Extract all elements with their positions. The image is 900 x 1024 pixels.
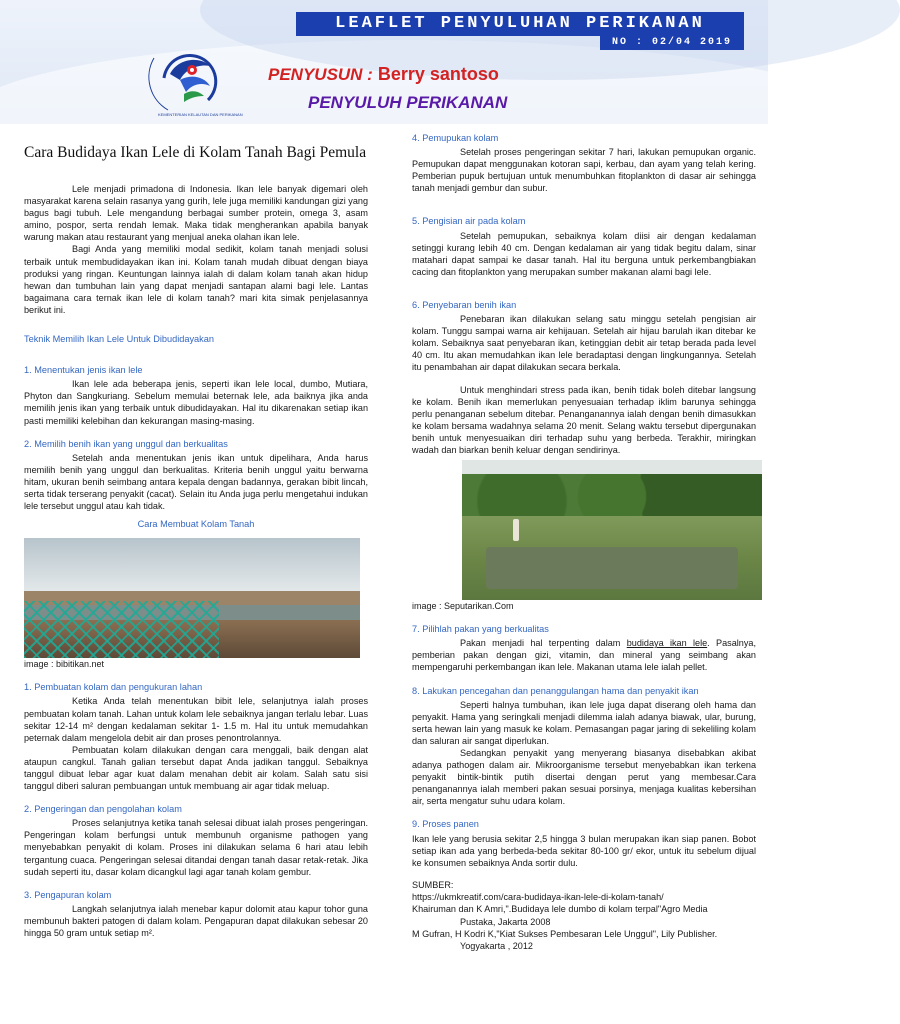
section-heading: 1. Menentukan jenis ikan lele [24, 365, 143, 376]
section-heading: 2. Memilih benih ikan yang unggul dan berkualitas [24, 438, 228, 449]
section-text: Ikan lele ada beberapa jenis, seperti ikan lele local, dumbo, Mutiara, Phyton dan Sangkuriang. Sebelum memulai beternak lele, ada baiknya jika anda memilih jenis ikan yang terbaik untuk dibudidayakan. Hal itu dikarenakan setiap ikan pasti memiliki kelebihan dan kekurangan masing-masing. [24, 379, 368, 426]
intro-paragraph: Lele menjadi primadona di Indonesia. Ikan lele banyak digemari oleh masyarakat karena selain rasanya yang gurih, lele juga memiliki kandungan gizi yang bagus bagi tubuh. Lele mengandung berbagai sumber protein, omega 3, asam amino, pospor, serta rendah lemak. Maka tidak mengherankan apabila banyak warung makan atau restaurant yang menjual aneka olahan ikan lele. [24, 184, 368, 243]
section-heading: 5. Pengisian air pada kolam [412, 216, 526, 227]
section-heading: 9. Proses panen [412, 819, 479, 830]
section-text-part: Pakan menjadi hal terpenting dalam [460, 638, 627, 649]
author-name: Berry santoso [377, 64, 499, 84]
section-text: Untuk menghindari stress pada ikan, benih tidak boleh ditebar langsung ke kolam. Benih ikan memerlukan penyesuaian terhadap iklim barunya sehingga perlu penanganan sebelum ditebar. Penanganannya ialah dengan benih dimasukkan ke kolam bersama wadahnya selama 20 menit. Selang waktu tersebut dipergunakan benih untuk menyesuaikan diri terhadap suhu yang berbeda. Terakhir, miringkan wadah dan biarkan benih keluar dengan sendirinya. [412, 384, 756, 455]
section-heading: 3. Pengapuran kolam [24, 889, 112, 900]
section-text: Pembuatan kolam dilakukan dengan cara menggali, baik dengan alat ataupun cangkul. Tanah galian tersebut dapat Anda jadikan tanggul. Sebaiknya tanggul dibuat lebar agar kuat dalam menahan debit air kolam. Salah satu sisi tanggul diberi saluran pembuangan untuk membuang air agar tidak meluap. [24, 744, 368, 792]
photo-caption: image : bibitikan.net [24, 659, 105, 670]
pond-field-photo [462, 460, 762, 600]
leaflet-header [0, 0, 768, 124]
sources-label: SUMBER: [412, 879, 454, 890]
intro-paragraph: Bagi Anda yang memiliki modal sedikit, kolam tanah menjadi solusi terbaik untuk membudidayakan ikan ini. Kolam tanah mudah dibuat dengan biaya produksi yang ringan. Keuntungan lainnya ialah di dalam kolam tanah akan hidup hewan dan tumbuhan lain yang dapat menjadi santapan alami bagi lele. Lantas bagaimana cara ternak ikan lele di kolam tanah? mari kita simak penjelasannya berikut ini. [24, 244, 368, 315]
budidaya-link[interactable]: budidaya ikan lele [626, 638, 708, 649]
photo-heading: Cara Membuat Kolam Tanah [137, 519, 255, 530]
section-heading: 7. Pilihlah pakan yang berkualitas [412, 624, 549, 635]
leaflet-title: LEAFLET PENYULUHAN PERIKANAN [296, 12, 744, 36]
source-reference: Pustaka, Jakarta 2008 [460, 916, 551, 927]
pond-construction-photo [24, 538, 360, 658]
leaflet-number: NO : 02/04 2019 [600, 36, 744, 50]
section-text: Penebaran ikan dilakukan selang satu minggu setelah pengisian air kolam. Tunggu sampai warna air kehijauan. Setelah air hijau barulah ikan ditebar ke kolam. Sebaiknya saat penyebaran ikan, ketinggian debit air tetap berada pada level 40 cm. Itu akan memudahkan ikan lele beradaptasi dengan lingkungannya. Setelah itu penambahan air dapat dilakukan secara berkala. [412, 314, 756, 373]
source-url[interactable]: https://ukmkreatif.com/cara-budidaya-ikan-lele-di-kolam-tanah/ [412, 892, 664, 903]
section-heading: 1. Pembuatan kolam dan pengukuran lahan [24, 682, 203, 693]
source-reference: M Gufran, H Kodri K,"Kiat Sukses Pembesaran Lele Unggul", Lily Publisher. [412, 929, 718, 940]
left-column [24, 124, 368, 1024]
article-title: Cara Budidaya Ikan Lele di Kolam Tanah Bagi Pemula [24, 144, 367, 161]
source-reference: Yogyakarta , 2012 [460, 941, 533, 952]
photo-caption: image : Seputarikan.Com [412, 601, 514, 612]
section-heading: 4. Pemupukan kolam [412, 133, 499, 143]
author-role: PENYULUH PERIKANAN [308, 93, 508, 112]
section-heading: 8. Lakukan pencegahan dan penanggulangan hama dan penyakit ikan [412, 685, 699, 696]
kkp-logo-icon [150, 38, 243, 118]
author-line [268, 64, 499, 85]
section-text: Ketika Anda telah menentukan bibit lele, selanjutnya ialah proses pembuatan kolam tanah. Lahan untuk kolam lele sebaiknya jangan terlalu lebar. Luas sekitar 12-14 m² dengan kedalaman sekitar 1- 1.5 m. Hal itu untuk memudahkan peternak dalam mengelola debit air dan proses penontrolannya. [24, 696, 368, 743]
section-text: Setelah anda menentukan jenis ikan untuk dipelihara, Anda harus memilih benih yang unggul dan berkualitas. Kriteria benih unggul yaitu berwarna hitam, ukuran benih seimbang antara kepala dengan badannya, gerakan bibit lincah, serta tidak terserang penyakit (cacat). Selain itu Anda juga perlu mengetahui indukan lele tersebut unggul atau kah tidak. [24, 452, 368, 512]
section-text: Seperti halnya tumbuhan, ikan lele juga dapat diserang oleh hama dan penyakit. Hama yang seringkali menjadi dilemma ialah adanya biawak, ular, burung, serta hewan lain yang masuk ke kolam. Pemasangan pagar jaring di sekeliling kolam dan saluran air sangat diperlukan. [412, 699, 756, 746]
section-text: Setelah proses pengeringan sekitar 7 hari, lakukan pemupukan organic. Pemupukan dapat menggunakan kotoran sapi, kerbau, dan ayam yang telah kering. Pemberian pupuk bertujuan untuk menumbuhkan fitoplankton di dasar air sehingga tanah menjadi gembur dan subur. [412, 147, 756, 194]
section-text: Proses selanjutnya ketika tanah selesai dibuat ialah proses pengeringan. Pengeringan kolam berfungsi untuk membunuh organisme pathogen yang menyebabkan penyakit di kolam. Proses ini dilakukan selama 6 hari atau lebih tergantung cuaca. Pengeringan selesai ditandai dengan tanah dasar retak-retak. Jika sudah seperti itu, dasar kolam dicangkul lagi agar tanah kolam gembur. [24, 818, 368, 877]
section-text [412, 637, 756, 673]
section-text: Setelah pemupukan, sebaiknya kolam diisi air dengan kedalaman setinggi kurang lebih 40 cm. Dengan kedalaman air yang tidak begitu dalam, sinar matahari dapat sampai ke dasar tanah. Hal itu berguna untuk perkembangbiakan cacing dan fitoplankton yang merupakan sumber makanan alami bagi lele. [412, 230, 756, 277]
section-heading: 2. Pengeringan dan pengolahan kolam [24, 804, 182, 815]
section-text: Ikan lele yang berusia sekitar 2,5 hingga 3 bulan merupakan ikan siap panen. Bobot setiap ikan ada yang berbeda-beda sekitar 80-100 gr/ ekor, untuk itu sebelum dijual ke konsumen sebaiknya Anda sortir dulu. [412, 833, 756, 868]
logo-caption: KEMENTERIAN KELAUTAN DAN PERIKANAN [158, 112, 243, 117]
section-heading: 6. Penyebaran benih ikan [412, 299, 517, 310]
source-reference: Khairuman dan K Amri,".Budidaya lele dumbo di kolam terpal"Agro Media [412, 904, 708, 915]
right-column [412, 124, 756, 1024]
section-text: Langkah selanjutnya ialah menebar kapur dolomit atau kapur tohor guna membunuh bakteri patogen di dalam kolam. Pengapuran dapat dilakukan sebesar 20 hingga 50 gram untuk setiap m². [24, 903, 368, 939]
section-text-part: . Pasalnya, pemberian pakan dengan gizi, vitamin, dan mineral yang seimbang akan mempengaruhi perkembangan ikan lele. Makanan utama lele ialah pellet. [412, 638, 756, 673]
author-label: PENYUSUN : [268, 65, 373, 84]
section-text: Sedangkan penyakit yang menyerang biasanya disebabkan akibat adanya pathogen dalam air. Mikroorganisme tersebut menyebabkan ikan terkena penyakit bintik-bintik putih disertai dengan perut yang membesar.Cara penanganannya ialah memberi pakan sesuai porsinya, menjaga kualitas kebersihan air, serta mengatur suhu udara kolam. [412, 748, 756, 807]
section-heading: Teknik Memilih Ikan Lele Untuk Dibudidayakan [24, 334, 214, 345]
